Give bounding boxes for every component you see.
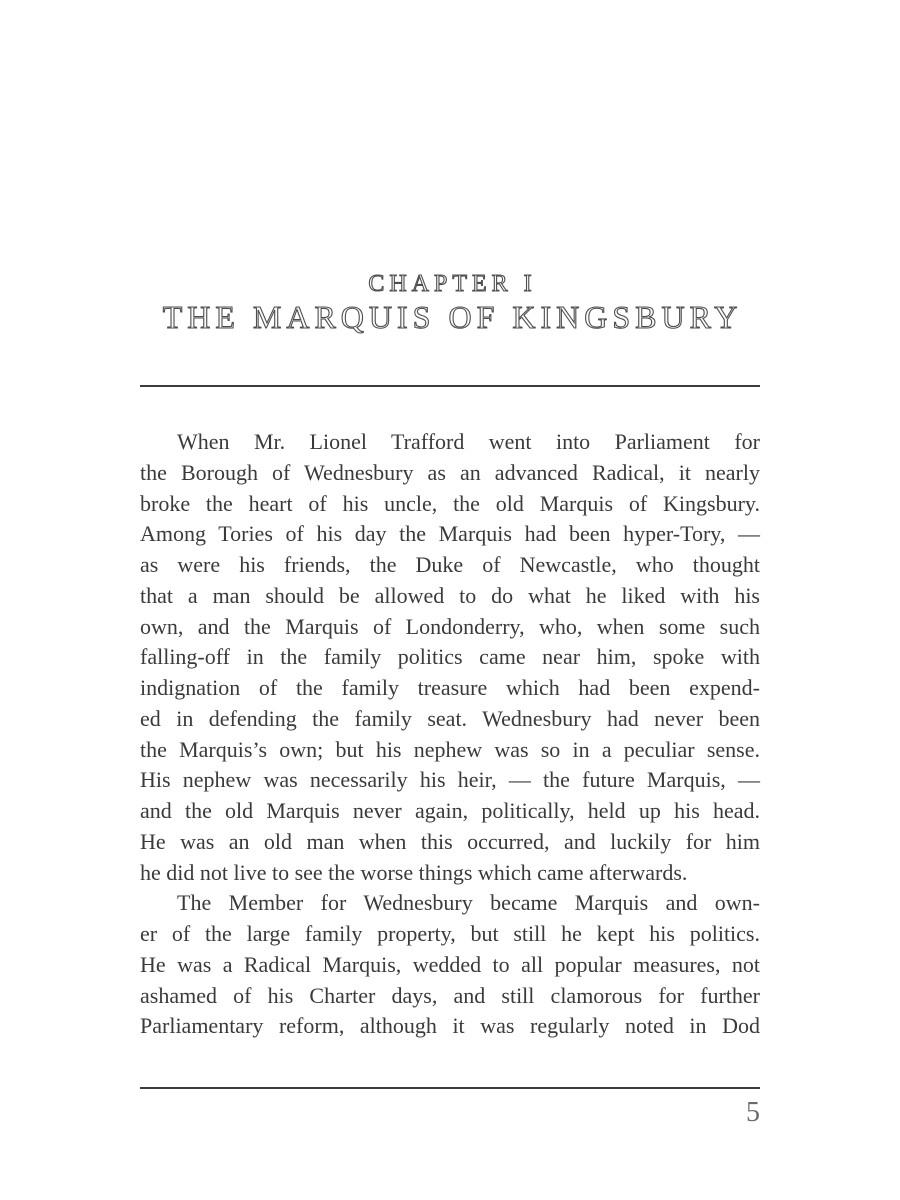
text-line: er of the large family property, but still he kept his politics. [140,921,760,946]
text-line: Parliamentary reform, although it was regularly noted in Dod [140,1013,760,1039]
text-line: as were his friends, the Duke of Newcastle, who thought [140,552,760,577]
text-line: ed in defending the family seat. Wednesbury had never been [140,705,760,731]
text-line: He was an old man when this occurred, and luckily for him [140,828,760,854]
text-line: He was a Radical Marquis, wedded to all popular measures, not [140,951,760,977]
text-line: indignation of the family treasure which had been expend- [140,675,760,700]
text-line: The Member for Wednesbury became Marquis and own- [177,890,760,916]
chapter-label: CHAPTER I [368,271,537,297]
text-line: he did not live to see the worse things which came afterwards. [140,859,688,885]
page-number: 5 [746,1097,760,1128]
chapter-title: THE MARQUIS OF KINGSBURY [162,299,743,335]
text-line: broke the heart of his uncle, the old Marquis of Kingsbury. [140,490,760,516]
text-line: Among Tories of his day the Marquis had been hyper-Tory, — [140,521,760,547]
text-line: that a man should be allowed to do what he liked with his [140,582,760,608]
text-line: and the old Marquis never again, politically, held up his head. [140,798,760,823]
header-rule [140,385,760,387]
text-line: the Borough of Wednesbury as an advanced Radical, it nearly [140,459,760,485]
text-line: own, and the Marquis of Londonderry, who, when some such [140,613,760,639]
text-line: When Mr. Lionel Trafford went into Parliament for [177,429,760,454]
body-text [140,427,760,1042]
text-line: the Marquis’s own; but his nephew was so in a peculiar sense. [140,736,760,762]
text-line: falling-off in the family politics came near him, spoke with [140,644,760,670]
footer-rule [140,1087,760,1089]
text-line: ashamed of his Charter days, and still clamorous for further [140,982,760,1008]
text-line: His nephew was necessarily his heir, — the future Marquis, — [140,767,760,793]
